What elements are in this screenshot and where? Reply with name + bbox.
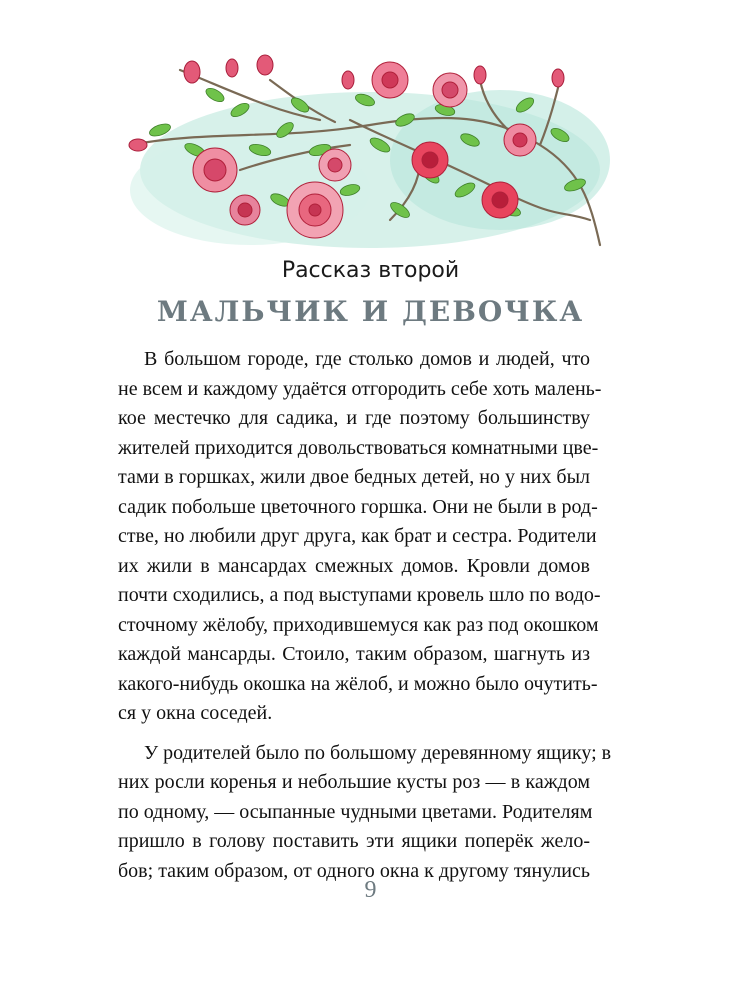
text-line: не всем и каждому удаётся отгородить себе хоть малень- bbox=[118, 377, 602, 400]
text-line: У родителей было по большому деревянному ящику; в bbox=[144, 741, 612, 764]
rose-branch-illustration bbox=[120, 50, 610, 255]
text-line: жителей приходится довольствоваться комнатными цве- bbox=[118, 436, 599, 459]
chapter-title: МАЛЬЧИК И ДЕВОЧКА bbox=[156, 295, 585, 328]
text-line: их жили в мансардах смежных домов. Кровли домов bbox=[118, 554, 590, 577]
text-line: пришло в голову поставить эти ящики поперёк жело- bbox=[118, 830, 590, 852]
paragraph-2 bbox=[92, 739, 612, 887]
text-line: В большом городе, где столько домов и людей, что bbox=[144, 348, 590, 370]
paragraph-1 bbox=[92, 345, 602, 729]
text-line: стве, но любили друг друга, как брат и сестра. Родители bbox=[118, 525, 597, 547]
text-line: какого-нибудь окошка на жёлоб, и можно было очутить- bbox=[118, 672, 598, 695]
text-line: бов; таким образом, от одного окна к другому тянулись bbox=[118, 859, 590, 882]
text-line: садик побольше цветочного горшка. Они не были в род- bbox=[118, 495, 598, 518]
text-line: ся у окна соседей. bbox=[118, 702, 273, 724]
text-line: кое местечко для садика, и где поэтому большинству bbox=[118, 407, 590, 429]
page-number: 9 bbox=[364, 877, 377, 903]
text-line: каждой мансарды. Стоило, таким образом, шагнуть из bbox=[118, 643, 590, 665]
text-line: них росли коренья и небольшие кусты роз — в каждом bbox=[118, 771, 590, 793]
body-text bbox=[92, 345, 612, 896]
text-line: почти сходились, а под выступами кровель шло по водо- bbox=[118, 584, 601, 606]
text-line: по одному, — осыпанные чудными цветами. Родителям bbox=[118, 800, 593, 823]
chapter-label: Рассказ второй bbox=[281, 258, 460, 283]
text-line: сточному жёлобу, приходившемуся как раз под окошком bbox=[118, 613, 599, 636]
text-line: тами в горшках, жили двое бедных детей, но у них был bbox=[118, 466, 590, 488]
